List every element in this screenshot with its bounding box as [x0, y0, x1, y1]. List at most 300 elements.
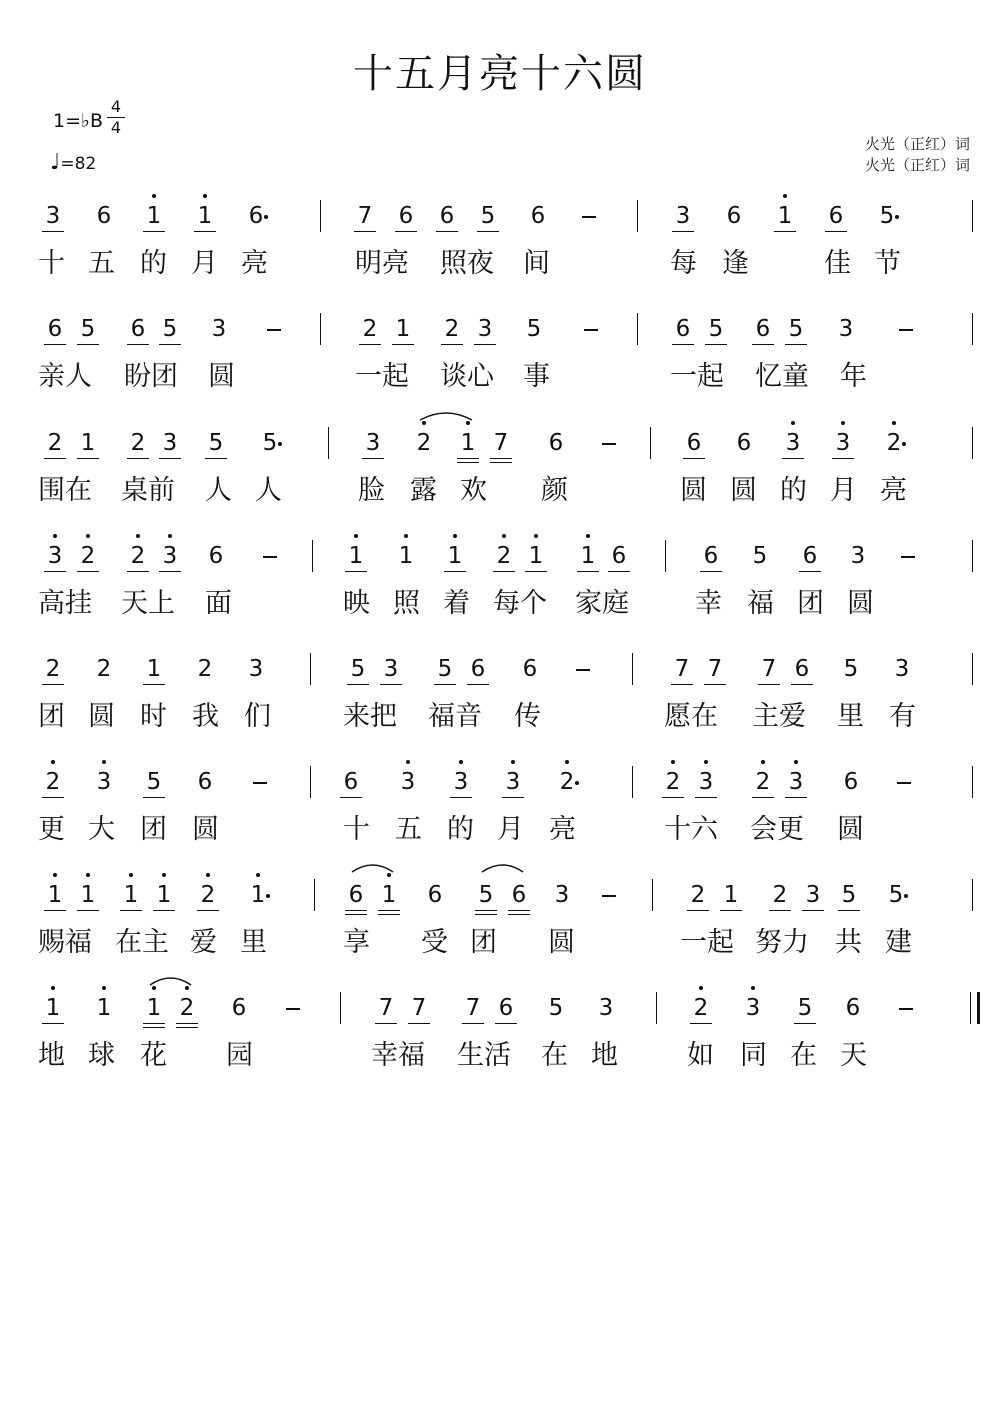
lyric-word: 生活 — [457, 1040, 511, 1071]
score-system — [0, 190, 1000, 300]
duration-underline — [378, 910, 400, 911]
note-digit: 1 — [348, 543, 364, 569]
note-digit: 2 — [96, 656, 112, 682]
high-octave-dot — [404, 534, 408, 538]
note — [595, 982, 617, 1034]
note — [832, 417, 854, 469]
note — [127, 303, 149, 355]
note — [545, 982, 567, 1034]
note-digit: 6 — [675, 316, 691, 342]
note-digit: 3 — [805, 882, 821, 908]
lyric-word: 爱 — [190, 927, 217, 958]
note — [493, 530, 515, 582]
note-extension — [895, 303, 917, 355]
note-digit: 2 — [197, 656, 213, 682]
duration-underline — [441, 344, 463, 345]
duration-underline — [347, 684, 369, 685]
note — [197, 869, 219, 921]
note — [413, 417, 435, 469]
note — [375, 982, 397, 1034]
score-system — [0, 982, 1000, 1092]
duration-underline — [832, 458, 854, 459]
note — [159, 417, 181, 469]
note — [733, 417, 755, 469]
lyric-word: 一起 — [355, 361, 409, 392]
barline — [632, 766, 633, 798]
note-digit: 5 — [478, 882, 494, 908]
note-digit: 1 — [80, 882, 96, 908]
note — [687, 869, 709, 921]
note-digit: 3 — [785, 430, 801, 456]
note — [891, 643, 913, 695]
high-octave-dot — [761, 760, 765, 764]
lyric-word: 一起 — [680, 927, 734, 958]
note-digit: 6 — [231, 995, 247, 1021]
tempo-value: =82 — [60, 154, 97, 174]
note — [441, 303, 463, 355]
note — [462, 982, 484, 1034]
note-digit: 6 — [843, 769, 859, 795]
lyric-word: 圆 — [208, 361, 235, 392]
lyric-word: 圆 — [847, 588, 874, 619]
note-digit: 1 — [398, 543, 414, 569]
high-octave-dot — [51, 986, 55, 990]
note-digit: 3 — [788, 769, 804, 795]
note-extension — [259, 530, 281, 582]
note — [143, 982, 165, 1034]
note-digit: 3 — [365, 430, 381, 456]
duration-underline — [785, 797, 807, 798]
note — [477, 190, 499, 242]
lyric-word: 节 — [874, 248, 901, 279]
note — [720, 869, 742, 921]
augmentation-dot — [904, 894, 908, 898]
note-digit: 1 — [528, 543, 544, 569]
note — [159, 303, 181, 355]
duration-underline — [508, 910, 530, 911]
augmentation-dot — [278, 442, 282, 446]
barline — [665, 540, 666, 572]
duration-underline — [197, 910, 219, 911]
lyric-word: 团 — [38, 701, 65, 732]
lyric-word: 建 — [885, 927, 912, 958]
note — [474, 303, 496, 355]
lyric-word: 来把 — [343, 701, 397, 732]
high-octave-dot — [502, 534, 506, 538]
note — [77, 869, 99, 921]
duration-underline — [802, 910, 824, 911]
duration-underline — [354, 231, 376, 232]
augmentation-dot — [575, 781, 579, 785]
note — [802, 869, 824, 921]
note-digit: 7 — [378, 995, 394, 1021]
high-octave-dot — [422, 421, 426, 425]
song-title: 十五月亮十六圆 — [353, 51, 647, 97]
note — [395, 530, 417, 582]
duration-underline — [475, 914, 497, 915]
barline — [652, 879, 653, 911]
high-octave-dot — [256, 873, 260, 877]
note — [450, 756, 472, 808]
duration-underline — [359, 344, 381, 345]
note — [176, 982, 198, 1034]
note-digit: 3 — [477, 316, 493, 342]
note-digit: 5 — [752, 543, 768, 569]
note-digit: 2 — [559, 769, 575, 795]
lyric-word: 亲人 — [38, 361, 92, 392]
note-digit: 6 — [398, 203, 414, 229]
lyric-word: 如 — [687, 1040, 714, 1071]
note — [44, 869, 66, 921]
duration-underline — [477, 231, 499, 232]
lyric-word: 高挂 — [38, 588, 92, 619]
lyric-word: 脸 — [358, 475, 385, 506]
note — [457, 417, 479, 469]
augmentation-dot — [264, 215, 268, 219]
extension-dash — [576, 669, 590, 671]
note-digit: 1 — [580, 543, 596, 569]
note-digit: 3 — [894, 656, 910, 682]
tempo-marking — [50, 150, 96, 175]
duration-underline — [143, 797, 165, 798]
note — [392, 303, 414, 355]
high-octave-dot — [511, 760, 515, 764]
note — [408, 982, 430, 1034]
extension-dash — [253, 782, 267, 784]
note — [475, 869, 497, 921]
note — [467, 643, 489, 695]
high-octave-dot — [453, 534, 457, 538]
note — [127, 417, 149, 469]
note-digit: 3 — [850, 543, 866, 569]
duration-underline — [457, 462, 479, 463]
note — [205, 417, 227, 469]
duration-underline — [159, 571, 181, 572]
note — [143, 643, 165, 695]
lyric-word: 圆 — [680, 475, 707, 506]
note-digit: 5 — [146, 769, 162, 795]
key-signature — [53, 110, 103, 132]
lyric-word: 有 — [889, 701, 916, 732]
note-digit: 5 — [843, 656, 859, 682]
duration-underline — [508, 914, 530, 915]
lyric-word: 佳 — [824, 248, 851, 279]
extension-dash — [584, 329, 598, 331]
duration-underline — [474, 344, 496, 345]
duration-underline — [77, 344, 99, 345]
note — [42, 756, 64, 808]
high-octave-dot — [466, 421, 470, 425]
note-digit: 6 — [530, 203, 546, 229]
duration-underline — [127, 344, 149, 345]
note — [397, 756, 419, 808]
high-octave-dot — [791, 421, 795, 425]
note — [194, 756, 216, 808]
lyric-word: 月 — [497, 814, 524, 845]
duration-underline — [758, 684, 780, 685]
high-octave-dot — [387, 873, 391, 877]
note — [93, 982, 115, 1034]
note — [705, 303, 727, 355]
note — [840, 756, 862, 808]
note-digit: 5 — [350, 656, 366, 682]
lyric-word: 露 — [410, 475, 437, 506]
note — [208, 303, 230, 355]
note-digit: 5 — [841, 882, 857, 908]
duration-underline — [495, 1023, 517, 1024]
note-digit: 7 — [411, 995, 427, 1021]
note-digit: 6 — [248, 203, 264, 229]
duration-underline — [153, 910, 175, 911]
note — [228, 982, 250, 1034]
duration-underline — [340, 797, 362, 798]
high-octave-dot — [86, 873, 90, 877]
note — [247, 869, 269, 921]
duration-underline — [490, 462, 512, 463]
note-digit: 5 — [208, 430, 224, 456]
note-digit: 7 — [707, 656, 723, 682]
note — [93, 756, 115, 808]
note-digit: 6 — [439, 203, 455, 229]
note — [359, 303, 381, 355]
duration-underline — [77, 458, 99, 459]
note-digit: 1 — [250, 882, 266, 908]
duration-underline — [493, 571, 515, 572]
lyric-word: 的 — [140, 248, 167, 279]
lyric-word: 地 — [591, 1040, 618, 1071]
duration-underline — [672, 231, 694, 232]
duration-underline — [395, 231, 417, 232]
note-digit: 3 — [453, 769, 469, 795]
high-octave-dot — [102, 986, 106, 990]
lyric-word: 天上 — [121, 588, 175, 619]
duration-underline — [490, 458, 512, 459]
barline — [972, 879, 973, 911]
note — [791, 643, 813, 695]
lyric-word: 月 — [830, 475, 857, 506]
extension-dash — [263, 556, 277, 558]
note-digit: 1 — [197, 203, 213, 229]
lyric-word: 年 — [840, 361, 867, 392]
note — [835, 303, 857, 355]
note-extension — [263, 303, 285, 355]
duration-underline — [77, 571, 99, 572]
note — [127, 530, 149, 582]
note — [876, 190, 898, 242]
note-digit: 1 — [156, 882, 172, 908]
note-digit: 7 — [357, 203, 373, 229]
note-digit: 6 — [208, 543, 224, 569]
note-digit: 6 — [802, 543, 818, 569]
note-digit: 6 — [47, 316, 63, 342]
high-octave-dot — [51, 760, 55, 764]
duration-underline — [127, 571, 149, 572]
duration-underline — [752, 797, 774, 798]
slur-mark — [419, 409, 473, 421]
lyric-word: 的 — [780, 475, 807, 506]
note-digit: 2 — [416, 430, 432, 456]
note-extension — [282, 982, 304, 1034]
lyric-word: 在 — [541, 1040, 568, 1071]
high-octave-dot — [129, 873, 133, 877]
lyric-word: 圆 — [730, 475, 757, 506]
note-digit: 5 — [708, 316, 724, 342]
note — [77, 303, 99, 355]
duration-underline — [42, 684, 64, 685]
note — [42, 643, 64, 695]
lyric-word: 盼团 — [124, 361, 178, 392]
note — [205, 530, 227, 582]
lyric-word: 照夜 — [440, 248, 494, 279]
lyric-word: 天 — [840, 1040, 867, 1071]
note — [838, 869, 860, 921]
note-digit: 1 — [777, 203, 793, 229]
note — [42, 190, 64, 242]
duration-underline — [525, 571, 547, 572]
extension-dash — [899, 329, 913, 331]
duration-underline — [475, 910, 497, 911]
time-signature-bottom: 4 — [110, 118, 122, 137]
note-digit: 5 — [480, 203, 496, 229]
lyric-word: 会更 — [750, 814, 804, 845]
lyric-word: 团 — [470, 927, 497, 958]
note-digit: 3 — [96, 769, 112, 795]
lyric-word: 圆 — [548, 927, 575, 958]
note-digit: 5 — [797, 995, 813, 1021]
note — [93, 643, 115, 695]
duration-underline — [380, 684, 402, 685]
lyric-word: 间 — [523, 248, 550, 279]
note-digit: 2 — [130, 543, 146, 569]
lyric-word: 逢 — [722, 248, 749, 279]
note-digit: 1 — [146, 203, 162, 229]
duration-underline — [672, 344, 694, 345]
note-extension — [578, 190, 600, 242]
note-digit: 3 — [745, 995, 761, 1021]
note-digit: 2 — [45, 656, 61, 682]
duration-underline — [577, 571, 599, 572]
note — [556, 756, 578, 808]
barline — [320, 313, 321, 345]
note — [769, 869, 791, 921]
duration-underline — [378, 914, 400, 915]
barline — [328, 427, 329, 459]
barline — [340, 992, 341, 1024]
note-digit: 6 — [726, 203, 742, 229]
note-extension — [249, 756, 271, 808]
barline — [972, 653, 973, 685]
note-digit: 1 — [460, 430, 476, 456]
high-octave-dot — [203, 194, 207, 198]
note — [799, 530, 821, 582]
lyric-word: 人 — [205, 475, 232, 506]
note — [662, 756, 684, 808]
note-digit: 5 — [80, 316, 96, 342]
note-digit: 6 — [845, 995, 861, 1021]
lyric-word: 主爱 — [752, 701, 806, 732]
lyric-word: 谈心 — [440, 361, 494, 392]
note — [527, 190, 549, 242]
note-digit: 6 — [470, 656, 486, 682]
note — [847, 530, 869, 582]
high-octave-dot — [152, 194, 156, 198]
lyric-word: 圆 — [192, 814, 219, 845]
note-digit: 2 — [80, 543, 96, 569]
note-digit: 6 — [130, 316, 146, 342]
note-digit: 3 — [400, 769, 416, 795]
high-octave-dot — [406, 760, 410, 764]
note-digit: 1 — [123, 882, 139, 908]
lyric-word: 每个 — [493, 588, 547, 619]
note-digit: 6 — [348, 882, 364, 908]
note-digit: 3 — [838, 316, 854, 342]
lyric-word: 时 — [140, 701, 167, 732]
lyric-word: 团 — [140, 814, 167, 845]
lyric-word: 福音 — [428, 701, 482, 732]
duration-underline — [794, 1023, 816, 1024]
duration-underline — [143, 1027, 165, 1028]
duration-underline — [662, 797, 684, 798]
duration-underline — [42, 1023, 64, 1024]
lyric-word: 十六 — [664, 814, 718, 845]
note — [245, 643, 267, 695]
note-digit: 3 — [598, 995, 614, 1021]
note-digit: 6 — [686, 430, 702, 456]
lyric-word: 花 — [140, 1040, 167, 1071]
high-octave-dot — [102, 760, 106, 764]
note-digit: 2 — [665, 769, 681, 795]
note-digit: 5 — [162, 316, 178, 342]
duration-underline — [774, 231, 796, 232]
note — [785, 303, 807, 355]
duration-underline — [44, 571, 66, 572]
note-digit: 2 — [772, 882, 788, 908]
credit-line-2: 火光（正红）词 — [864, 156, 970, 174]
duration-underline — [120, 910, 142, 911]
note-digit: 3 — [248, 656, 264, 682]
time-signature — [107, 98, 125, 137]
note-digit: 7 — [465, 995, 481, 1021]
note — [794, 982, 816, 1034]
duration-underline — [42, 231, 64, 232]
note-digit: 1 — [447, 543, 463, 569]
note-digit: 6 — [427, 882, 443, 908]
duration-underline — [375, 1023, 397, 1024]
barline — [632, 653, 633, 685]
lyric-word: 地 — [38, 1040, 65, 1071]
note — [345, 869, 367, 921]
note — [752, 303, 774, 355]
note-digit: 1 — [80, 430, 96, 456]
duration-underline — [705, 344, 727, 345]
duration-underline — [450, 797, 472, 798]
lyric-word: 愿在 — [664, 701, 718, 732]
duration-underline — [671, 684, 693, 685]
note — [523, 303, 545, 355]
high-octave-dot — [586, 534, 590, 538]
high-octave-dot — [783, 194, 787, 198]
note — [347, 643, 369, 695]
note — [345, 530, 367, 582]
lyric-word: 照 — [393, 588, 420, 619]
lyric-word: 圆 — [88, 701, 115, 732]
duration-underline — [77, 910, 99, 911]
barline — [320, 200, 321, 232]
lyric-word: 欢 — [460, 475, 487, 506]
duration-underline — [434, 684, 456, 685]
note-digit: 6 — [755, 316, 771, 342]
note — [525, 530, 547, 582]
